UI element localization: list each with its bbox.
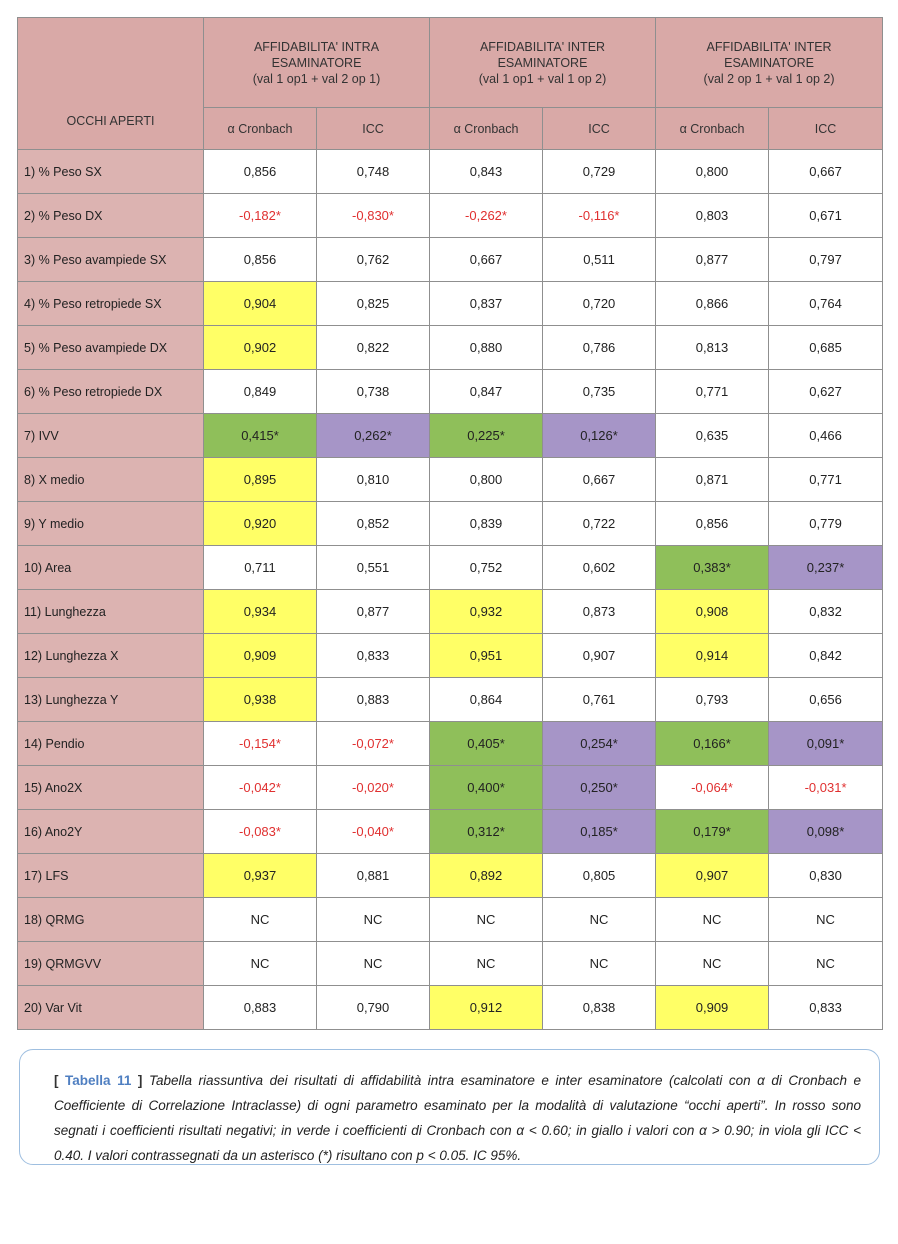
table-caption [19, 1049, 880, 1165]
table-cell: 0,843 [430, 150, 543, 194]
subheader-icc: ICC [769, 108, 883, 150]
table-cell: 0,225* [430, 414, 543, 458]
table-row [18, 942, 883, 986]
table-cell: 0,748 [317, 150, 430, 194]
table-cell: 0,790 [317, 986, 430, 1030]
table-cell: 0,856 [204, 150, 317, 194]
table-cell: 0,866 [656, 282, 769, 326]
table-cell: 0,907 [543, 634, 656, 678]
table-row [18, 194, 883, 238]
row-label: 12) Lunghezza X [18, 634, 204, 678]
table-cell: 0,937 [204, 854, 317, 898]
table-cell: 0,761 [543, 678, 656, 722]
row-label: 17) LFS [18, 854, 204, 898]
table-row [18, 370, 883, 414]
table-row [18, 282, 883, 326]
table-cell: 0,833 [769, 986, 883, 1030]
row-label: 8) X medio [18, 458, 204, 502]
corner-header: OCCHI APERTI [18, 18, 204, 150]
table-cell: NC [769, 942, 883, 986]
table-cell: 0,852 [317, 502, 430, 546]
row-label: 11) Lunghezza [18, 590, 204, 634]
table-cell: 0,934 [204, 590, 317, 634]
table-cell: 0,849 [204, 370, 317, 414]
table-cell: 0,720 [543, 282, 656, 326]
row-label: 15) Ano2X [18, 766, 204, 810]
group-header-line: ESAMINATORE [497, 55, 588, 70]
table-cell: 0,847 [430, 370, 543, 414]
table-cell: 0,938 [204, 678, 317, 722]
table-cell: 0,908 [656, 590, 769, 634]
table-cell: 0,880 [430, 326, 543, 370]
table-cell: 0,825 [317, 282, 430, 326]
table-cell: -0,040* [317, 810, 430, 854]
table-cell: 0,786 [543, 326, 656, 370]
table-cell: 0,667 [543, 458, 656, 502]
table-cell: 0,822 [317, 326, 430, 370]
table-cell: 0,837 [430, 282, 543, 326]
table-cell: 0,873 [543, 590, 656, 634]
table-cell: 0,909 [204, 634, 317, 678]
table-row [18, 546, 883, 590]
table-cell: 0,667 [430, 238, 543, 282]
table-cell: 0,813 [656, 326, 769, 370]
table-cell: 0,602 [543, 546, 656, 590]
table-cell: 0,856 [656, 502, 769, 546]
group-header-line: ESAMINATORE [724, 55, 814, 70]
table-cell: NC [656, 942, 769, 986]
subheader-cronbach: α Cronbach [430, 108, 543, 150]
table-cell: 0,179* [656, 810, 769, 854]
table-cell: 0,511 [543, 238, 656, 282]
table-cell: NC [543, 898, 656, 942]
table-cell: 0,752 [430, 546, 543, 590]
table-cell: 0,883 [204, 986, 317, 1030]
subheader-cronbach: α Cronbach [656, 108, 769, 150]
table-cell: 0,877 [317, 590, 430, 634]
row-label: 5) % Peso avampiede DX [18, 326, 204, 370]
row-label: 19) QRMGVV [18, 942, 204, 986]
table-cell: 0,797 [769, 238, 883, 282]
table-cell: 0,091* [769, 722, 883, 766]
row-label: 20) Var Vit [18, 986, 204, 1030]
row-label: 14) Pendio [18, 722, 204, 766]
table-cell: -0,042* [204, 766, 317, 810]
table-row [18, 590, 883, 634]
table-cell: 0,383* [656, 546, 769, 590]
group-header-inter-2 [656, 18, 883, 108]
table-row [18, 810, 883, 854]
row-label: 13) Lunghezza Y [18, 678, 204, 722]
table-cell: 0,793 [656, 678, 769, 722]
table-cell: 0,914 [656, 634, 769, 678]
group-header-line: (val 1 op1 + val 2 op 1) [252, 71, 381, 86]
table-cell: 0,667 [769, 150, 883, 194]
table-cell: NC [204, 898, 317, 942]
table-cell: 0,839 [430, 502, 543, 546]
table-cell: NC [317, 942, 430, 986]
caption-close-bracket: ] [131, 1073, 143, 1088]
table-cell: 0,729 [543, 150, 656, 194]
table-cell: 0,904 [204, 282, 317, 326]
table-cell: 0,237* [769, 546, 883, 590]
table-cell: 0,098* [769, 810, 883, 854]
table-cell: 0,892 [430, 854, 543, 898]
table-row [18, 766, 883, 810]
table-cell: 0,803 [656, 194, 769, 238]
table-cell: 0,185* [543, 810, 656, 854]
table-cell: -0,262* [430, 194, 543, 238]
table-cell: 0,779 [769, 502, 883, 546]
group-header-intra [204, 18, 430, 108]
table-cell: -0,064* [656, 766, 769, 810]
table-cell: 0,405* [430, 722, 543, 766]
table-cell: -0,031* [769, 766, 883, 810]
table-row [18, 150, 883, 194]
table-cell: NC [543, 942, 656, 986]
table-cell: 0,909 [656, 986, 769, 1030]
group-header-line: (val 2 op 1 + val 1 op 2) [703, 71, 835, 86]
table-cell: 0,856 [204, 238, 317, 282]
table-cell: 0,764 [769, 282, 883, 326]
table-cell: -0,182* [204, 194, 317, 238]
table-cell: 0,685 [769, 326, 883, 370]
row-label: 16) Ano2Y [18, 810, 204, 854]
row-label: 4) % Peso retropiede SX [18, 282, 204, 326]
table-row [18, 634, 883, 678]
table-cell: 0,711 [204, 546, 317, 590]
table-cell: -0,830* [317, 194, 430, 238]
table-cell: -0,083* [204, 810, 317, 854]
table-cell: 0,830 [769, 854, 883, 898]
table-cell: 0,800 [430, 458, 543, 502]
subheader-cronbach: α Cronbach [204, 108, 317, 150]
table-cell: -0,020* [317, 766, 430, 810]
table-cell: 0,832 [769, 590, 883, 634]
table-cell: 0,838 [543, 986, 656, 1030]
table-cell: 0,895 [204, 458, 317, 502]
table-cell: 0,871 [656, 458, 769, 502]
group-header-line: AFFIDABILITA' INTER [706, 39, 832, 54]
table-cell: 0,551 [317, 546, 430, 590]
table-body [18, 150, 883, 1030]
table-cell: 0,656 [769, 678, 883, 722]
table-row [18, 722, 883, 766]
subheader-icc: ICC [543, 108, 656, 150]
table-cell: 0,166* [656, 722, 769, 766]
table-cell: -0,116* [543, 194, 656, 238]
table-cell: -0,154* [204, 722, 317, 766]
table-cell: 0,810 [317, 458, 430, 502]
table-cell: 0,800 [656, 150, 769, 194]
table-cell: 0,400* [430, 766, 543, 810]
table-cell: NC [430, 942, 543, 986]
table-row [18, 414, 883, 458]
row-label: 18) QRMG [18, 898, 204, 942]
table-cell: 0,415* [204, 414, 317, 458]
caption-table-number: Tabella 11 [65, 1073, 132, 1088]
table-cell: 0,833 [317, 634, 430, 678]
table-cell: 0,920 [204, 502, 317, 546]
caption-open-bracket: [ [54, 1073, 66, 1088]
reliability-table [17, 17, 883, 1030]
table-cell: NC [317, 898, 430, 942]
group-header-line: ESAMINATORE [271, 55, 362, 70]
row-label: 7) IVV [18, 414, 204, 458]
row-label: 6) % Peso retropiede DX [18, 370, 204, 414]
row-label: 3) % Peso avampiede SX [18, 238, 204, 282]
table-cell: -0,072* [317, 722, 430, 766]
group-header-inter-1 [430, 18, 656, 108]
group-header-line: (val 1 op1 + val 1 op 2) [478, 71, 607, 86]
subheader-icc: ICC [317, 108, 430, 150]
table-row [18, 898, 883, 942]
row-label: 2) % Peso DX [18, 194, 204, 238]
table-cell: 0,738 [317, 370, 430, 414]
table-cell: 0,771 [769, 458, 883, 502]
table-cell: 0,907 [656, 854, 769, 898]
table-cell: 0,126* [543, 414, 656, 458]
table-cell: NC [204, 942, 317, 986]
table-row [18, 458, 883, 502]
table-cell: 0,250* [543, 766, 656, 810]
table-cell: 0,842 [769, 634, 883, 678]
table-cell: 0,671 [769, 194, 883, 238]
table-cell: 0,883 [317, 678, 430, 722]
group-header-line: AFFIDABILITA' INTER [479, 39, 606, 54]
caption-text: Tabella riassuntiva dei risultati di affidabilità intra esaminatore e inter esaminatore (calcolati con α di Cronbach e Coefficiente di Correlazione Intraclasse) di ogni parametro esaminato per la modalità di valutazione “occhi aperti”. In rosso sono segnati i coefficienti risultati negativi; in verde i coefficienti di Cronbach con α < 0.60; in giallo i valori con α > 0.90; in viola gli ICC < 0.40. I valori contrassegnati da un asterisco (*) risultano con p < 0.05. IC 95%. [54, 1073, 861, 1163]
row-label: 1) % Peso SX [18, 150, 204, 194]
table-cell: 0,466 [769, 414, 883, 458]
row-label: 9) Y medio [18, 502, 204, 546]
table-cell: 0,635 [656, 414, 769, 458]
table-cell: 0,864 [430, 678, 543, 722]
table-row [18, 502, 883, 546]
table-cell: 0,932 [430, 590, 543, 634]
group-header-line: AFFIDABILITA' INTRA [253, 39, 380, 54]
table-cell: 0,254* [543, 722, 656, 766]
table-cell: 0,627 [769, 370, 883, 414]
row-label: 10) Area [18, 546, 204, 590]
table-cell: 0,312* [430, 810, 543, 854]
table-cell: 0,722 [543, 502, 656, 546]
table-row [18, 326, 883, 370]
table-cell: 0,881 [317, 854, 430, 898]
table-cell: 0,805 [543, 854, 656, 898]
table-cell: 0,902 [204, 326, 317, 370]
table-cell: 0,912 [430, 986, 543, 1030]
table-cell: NC [430, 898, 543, 942]
table-cell: NC [769, 898, 883, 942]
table-cell: 0,771 [656, 370, 769, 414]
table-row [18, 678, 883, 722]
table-cell: 0,951 [430, 634, 543, 678]
table-row [18, 854, 883, 898]
table-row [18, 238, 883, 282]
table-cell: 0,262* [317, 414, 430, 458]
table-cell: 0,762 [317, 238, 430, 282]
table-cell: 0,735 [543, 370, 656, 414]
table-cell: NC [656, 898, 769, 942]
table-row [18, 986, 883, 1030]
table-cell: 0,877 [656, 238, 769, 282]
